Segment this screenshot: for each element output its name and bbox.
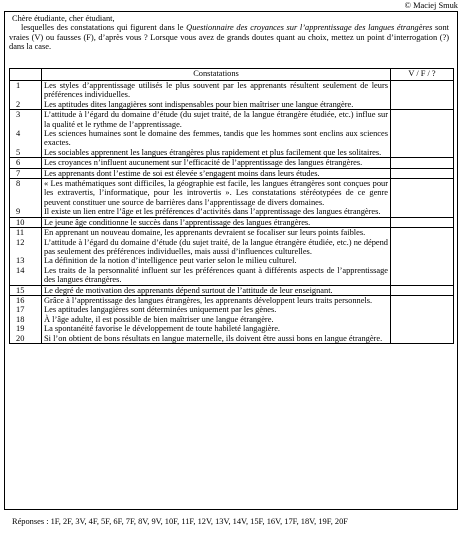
statement-number: 13 bbox=[16, 256, 25, 266]
statement-texts bbox=[16, 158, 391, 168]
statement-text: Les traits de la personnalité influent sur les préférences quant à différents aspects de l’apprentissage des langues étrangères. bbox=[44, 265, 388, 285]
statement-item bbox=[10, 256, 388, 265]
answer-cell[interactable] bbox=[391, 295, 454, 343]
statement-group-row bbox=[10, 179, 454, 218]
statement-number: 9 bbox=[16, 207, 21, 217]
statement-texts bbox=[16, 110, 391, 158]
statement-number: 1 bbox=[16, 81, 21, 90]
answer-cell[interactable] bbox=[391, 285, 454, 295]
statement-item bbox=[10, 207, 388, 216]
statement-text: Les aptitudes langagières sont déterminées uniquement par les gènes. bbox=[44, 305, 277, 315]
statement-text: Les sciences humaines sont le domaine des femmes, tandis que les hommes sont enclins aux sciences exactes. bbox=[44, 129, 388, 148]
statement-number: 18 bbox=[16, 314, 25, 324]
statement-item bbox=[10, 169, 388, 178]
statements-table bbox=[9, 68, 454, 344]
statement-item bbox=[10, 110, 388, 129]
statement-texts bbox=[16, 228, 391, 285]
statement-number: 16 bbox=[16, 295, 25, 305]
statement-text: Le jeune âge conditionne le succès dans l’apprentissage des langues étrangères. bbox=[44, 217, 311, 227]
statement-text: La définition de la notion d’intelligence peut varier selon le milieu culturel. bbox=[44, 256, 297, 266]
statement-text: En apprenant un nouveau domaine, les apprenants devraient se focaliser sur leurs points faibles. bbox=[44, 228, 366, 238]
statement-item bbox=[10, 148, 388, 157]
statement-group-row bbox=[10, 217, 454, 227]
statement-item bbox=[10, 129, 388, 148]
statement-number: 19 bbox=[16, 324, 25, 334]
instruction-before: lesquelles des constatations qui figurent dans le bbox=[21, 23, 187, 33]
answer-cell[interactable] bbox=[391, 217, 454, 227]
statement-group-row bbox=[10, 168, 454, 178]
statement-group-row bbox=[10, 81, 454, 110]
table-header-row bbox=[10, 69, 454, 81]
statement-group-row bbox=[10, 295, 454, 343]
statement-number: 14 bbox=[16, 265, 25, 275]
statement-text: Les styles d’apprentissage utilisés le plus souvent par les apprenants résultent seulement de leurs préférences individuelles. bbox=[44, 81, 388, 100]
answer-cell[interactable] bbox=[391, 228, 454, 285]
statement-item bbox=[10, 315, 388, 324]
header-constatations: Constatations bbox=[42, 69, 391, 81]
statement-text: Les croyances n’influent aucunement sur l’efficacité de l’apprentissage des langues étrangères. bbox=[44, 158, 363, 168]
statement-number: 11 bbox=[16, 228, 25, 238]
statement-item bbox=[10, 266, 388, 285]
statement-texts bbox=[16, 217, 391, 227]
statement-item bbox=[10, 81, 388, 100]
statement-text: Si l’on obtient de bons résultats en langue maternelle, ils doivent être aussi bons en langue étrangère. bbox=[44, 333, 383, 343]
statement-number: 20 bbox=[16, 333, 25, 343]
questionnaire-frame bbox=[4, 11, 458, 510]
statement-number: 4 bbox=[16, 129, 21, 139]
statement-item bbox=[10, 324, 388, 333]
statement-texts bbox=[16, 179, 391, 218]
statement-texts bbox=[16, 285, 391, 295]
statement-group-row bbox=[10, 158, 454, 168]
statement-item bbox=[10, 158, 388, 167]
statement-number: 3 bbox=[16, 110, 21, 120]
answer-cell[interactable] bbox=[391, 158, 454, 168]
statement-item bbox=[10, 100, 388, 109]
statement-text: Les sociables apprennent les langues étrangères plus rapidement et plus facilement que les solitaires. bbox=[44, 147, 382, 157]
answers-line: Réponses : 1F, 2F, 3V, 4F, 5F, 6F, 7F, 8V, 9V, 10F, 11F, 12V, 13V, 14V, 15F, 16V, 17F, 18V, 19F, 20F bbox=[12, 517, 348, 526]
statement-item bbox=[10, 179, 388, 207]
header-number bbox=[10, 69, 42, 81]
statement-number: 2 bbox=[16, 99, 21, 109]
greeting: Chère étudiante, cher étudiant, bbox=[12, 14, 115, 23]
statement-number: 7 bbox=[16, 168, 21, 178]
statement-text: Les aptitudes dites langagières sont indispensables pour bien maîtriser une langue étrangère. bbox=[44, 99, 354, 109]
statement-text: Le degré de motivation des apprenants dépend surtout de l’attitude de leur enseignant. bbox=[44, 285, 333, 295]
statement-item bbox=[10, 296, 388, 305]
statement-number: 8 bbox=[16, 179, 21, 189]
statement-text: « Les mathématiques sont difficiles, la géographie est facile, les langues étrangères sont conçues pour les extravertis, l’informatique, pour les introvertis ». Les constatations stéréotypées de ce genre peuvent constituer une source de barrières dans l’apprentissage de divers domaines. bbox=[44, 179, 388, 207]
intro-text bbox=[9, 14, 449, 52]
statement-item bbox=[10, 238, 388, 257]
answer-cell[interactable] bbox=[391, 179, 454, 218]
statement-texts bbox=[16, 295, 391, 343]
statement-number: 17 bbox=[16, 305, 25, 315]
statement-text: L’attitude à l’égard du domaine d’étude (du sujet traité, de la langue étrangère étudiée, etc.) influe sur la qualité et le rythme de l’apprentissage. bbox=[44, 110, 388, 129]
statement-item bbox=[10, 334, 388, 343]
statement-item bbox=[10, 218, 388, 227]
statement-number: 15 bbox=[16, 285, 25, 295]
statement-number: 6 bbox=[16, 158, 21, 168]
statement-text: Grâce à l’apprentissage des langues étrangères, les apprenants développent leurs traits personnels. bbox=[44, 295, 373, 305]
copyright-notice: © Maciej Smuk bbox=[404, 1, 458, 10]
statement-text: L’attitude à l’égard du domaine d’étude (du sujet traité, de la langue étrangère étudiée, etc.) ne dépend pas seulement des préférences individuelles, mais aussi d’influences culturelles. bbox=[44, 237, 388, 256]
statement-texts bbox=[16, 81, 391, 110]
statement-item bbox=[10, 286, 388, 295]
statement-texts bbox=[16, 168, 391, 178]
statement-text: La spontanéité favorise le développement de toute habileté langagière. bbox=[44, 324, 281, 334]
statements-body bbox=[10, 81, 454, 344]
statement-item bbox=[10, 228, 388, 237]
instructions bbox=[9, 23, 449, 51]
answer-cell[interactable] bbox=[391, 168, 454, 178]
statement-group-row bbox=[10, 285, 454, 295]
statement-text: À l’âge adulte, il est possible de bien maîtriser une langue étrangère. bbox=[44, 314, 274, 324]
statement-group-row bbox=[10, 110, 454, 158]
statement-group-row bbox=[10, 228, 454, 285]
statement-text: Les apprenants dont l’estime de soi est élevée s’engagent moins dans leurs études. bbox=[44, 168, 320, 178]
statement-number: 5 bbox=[16, 147, 21, 157]
statement-number: 12 bbox=[16, 237, 25, 247]
statement-item bbox=[10, 305, 388, 314]
statement-number: 10 bbox=[16, 217, 25, 227]
questionnaire-title: Questionnaire des croyances sur l’apprentissage des langues étrangères bbox=[186, 23, 433, 33]
statement-text: Il existe un lien entre l’âge et les préférences d’activités dans l’apprentissage des langues étrangères. bbox=[44, 207, 381, 217]
header-vf: V / F / ? bbox=[391, 69, 454, 81]
answer-cell[interactable] bbox=[391, 110, 454, 158]
instruction-after: sont vraies (V) ou fausses (F), d’après vous ? Lorsque vous avez de grands doutes quant au choix, mettez un point d’interrogation (?) dans la case. bbox=[9, 23, 450, 52]
answer-cell[interactable] bbox=[391, 81, 454, 110]
